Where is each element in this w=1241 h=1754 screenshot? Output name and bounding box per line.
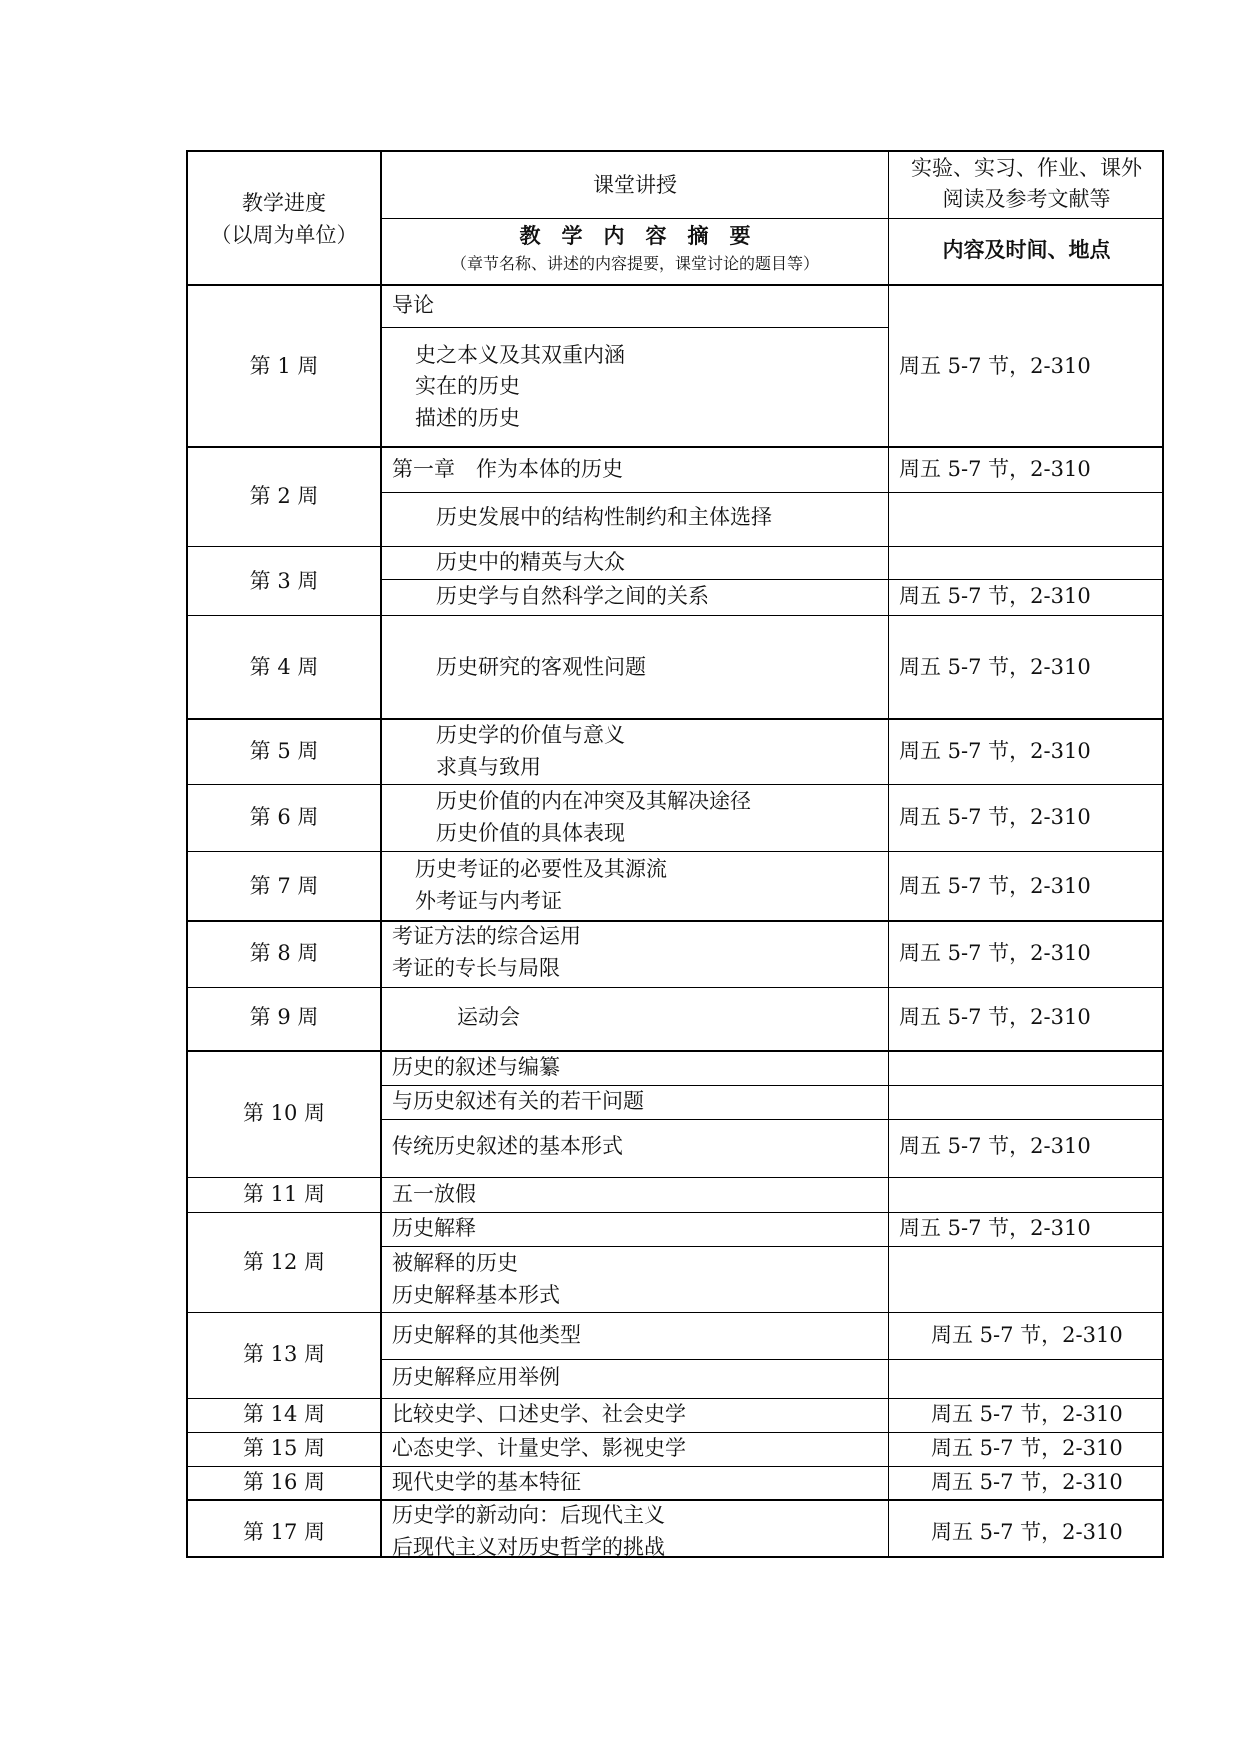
content-summary-note: （章节名称、讲述的内容提要，课堂讨论的题目等）	[450, 254, 819, 273]
lecture-topic: 现代史学的基本特征	[392, 1470, 581, 1494]
lecture-topic: 考证方法的综合运用	[392, 924, 581, 948]
row-divider	[188, 1212, 1164, 1213]
time-place-header: 内容及时间、地点	[942, 237, 1111, 262]
lecture-topic: 历史价值的内在冲突及其解决途径	[436, 789, 751, 813]
lecture-topic: 与历史叙述有关的若干问题	[392, 1089, 644, 1113]
session-time: 周五 5-7 节，2-310	[899, 655, 1091, 679]
lecture-topic: 导论	[392, 293, 434, 317]
week-label: 第 14 周	[242, 1402, 326, 1426]
week-label: 第 16 周	[242, 1470, 326, 1494]
row-divider	[188, 546, 1164, 547]
row-divider	[188, 284, 1164, 286]
session-time: 周五 5-7 节，2-310	[899, 1134, 1091, 1158]
lecture-topic: 历史解释基本形式	[392, 1283, 560, 1307]
lecture-topic: 历史发展中的结构性制约和主体选择	[436, 505, 772, 529]
row-divider	[188, 920, 1164, 922]
lecture-topic: 历史学的新动向：后现代主义	[392, 1503, 665, 1527]
week-header-line2: （以周为单位）	[210, 223, 358, 247]
session-time: 周五 5-7 节，2-310	[899, 1005, 1091, 1029]
lecture-topic: 历史解释应用举例	[392, 1365, 560, 1389]
lecture-topic: 历史学的价值与意义	[436, 723, 625, 747]
lecture-topic: 五一放假	[392, 1182, 476, 1206]
row-divider	[188, 1398, 1164, 1399]
session-time: 周五 5-7 节，2-310	[931, 1323, 1123, 1347]
lecture-topic: 心态史学、计量史学、影视史学	[392, 1436, 686, 1460]
lecture-topic: 后现代主义对历史哲学的挑战	[392, 1535, 665, 1559]
row-divider	[188, 1466, 1164, 1467]
session-time: 周五 5-7 节，2-310	[899, 457, 1091, 481]
session-time: 周五 5-7 节，2-310	[899, 805, 1091, 829]
row-divider	[380, 492, 1164, 493]
row-divider	[188, 851, 1164, 852]
activity-header-line2: 阅读及参考文献等	[942, 187, 1111, 211]
session-time: 周五 5-7 节，2-310	[899, 739, 1091, 763]
lecture-topic: 历史中的精英与大众	[436, 550, 625, 574]
session-time: 周五 5-7 节，2-310	[931, 1520, 1123, 1544]
session-time: 周五 5-7 节，2-310	[899, 941, 1091, 965]
row-divider	[380, 579, 1164, 580]
week-label: 第 6 周	[249, 805, 319, 829]
lecture-topic: 外考证与内考证	[415, 889, 562, 913]
week-label: 第 1 周	[249, 354, 319, 378]
row-divider	[188, 784, 1164, 785]
row-divider	[188, 987, 1164, 988]
week-label: 第 10 周	[242, 1101, 326, 1125]
lecture-topic: 运动会	[457, 1005, 520, 1029]
week-label: 第 17 周	[242, 1520, 326, 1544]
week-label: 第 15 周	[242, 1436, 326, 1460]
lecture-topic: 历史价值的具体表现	[436, 821, 625, 845]
session-time: 周五 5-7 节，2-310	[931, 1470, 1123, 1494]
week-label: 第 8 周	[249, 941, 319, 965]
week-label: 第 11 周	[242, 1182, 326, 1206]
lecture-topic: 历史考证的必要性及其源流	[415, 857, 667, 881]
lecture-topic: 历史解释的其他类型	[392, 1323, 581, 1347]
row-divider	[380, 1119, 1164, 1120]
row-divider	[188, 1177, 1164, 1178]
activity-header-line1: 实验、实习、作业、课外	[911, 156, 1142, 180]
row-divider	[380, 1085, 1164, 1086]
lecture-topic: 历史学与自然科学之间的关系	[436, 584, 709, 608]
session-time: 周五 5-7 节，2-310	[931, 1436, 1123, 1460]
row-divider	[380, 1246, 1164, 1247]
row-divider	[380, 1359, 1164, 1360]
lecture-topic: 求真与致用	[436, 755, 541, 779]
session-time: 周五 5-7 节，2-310	[899, 1216, 1091, 1240]
lecture-topic: 考证的专长与局限	[392, 956, 560, 980]
lecture-topic: 比较史学、口述史学、社会史学	[392, 1402, 686, 1426]
column-divider	[380, 152, 382, 1556]
lecture-topic: 历史研究的客观性问题	[436, 655, 646, 679]
lecture-topic: 第一章 作为本体的历史	[392, 457, 623, 481]
week-label: 第 12 周	[242, 1250, 326, 1274]
lecture-topic: 史之本义及其双重内涵	[415, 343, 625, 367]
content-summary-title: 教 学 内 容 摘 要	[519, 223, 751, 248]
week-label: 第 3 周	[249, 569, 319, 593]
week-label: 第 13 周	[242, 1342, 326, 1366]
row-divider	[188, 615, 1164, 616]
lecture-topic: 被解释的历史	[392, 1251, 518, 1275]
row-divider	[380, 327, 888, 328]
session-time: 周五 5-7 节，2-310	[899, 874, 1091, 898]
week-label: 第 9 周	[249, 1005, 319, 1029]
week-label: 第 7 周	[249, 874, 319, 898]
row-divider	[188, 1050, 1164, 1052]
lecture-topic: 传统历史叙述的基本形式	[392, 1134, 623, 1158]
row-divider	[188, 1432, 1164, 1433]
week-header-line1: 教学进度	[242, 191, 326, 215]
row-divider	[380, 218, 1164, 219]
week-label: 第 4 周	[249, 655, 319, 679]
lecture-topic: 历史的叙述与编纂	[392, 1055, 560, 1079]
lecture-topic: 历史解释	[392, 1216, 476, 1240]
row-divider	[188, 718, 1164, 720]
session-time: 周五 5-7 节，2-310	[899, 354, 1091, 378]
column-divider	[888, 152, 889, 1556]
row-divider	[188, 1312, 1164, 1313]
session-time: 周五 5-7 节，2-310	[931, 1402, 1123, 1426]
week-label: 第 2 周	[249, 484, 319, 508]
lecture-header: 课堂讲授	[593, 173, 677, 197]
lecture-topic: 描述的历史	[415, 406, 520, 430]
week-label: 第 5 周	[249, 739, 319, 763]
row-divider	[188, 446, 1164, 448]
session-time: 周五 5-7 节，2-310	[899, 584, 1091, 608]
schedule-table	[186, 150, 1164, 1558]
lecture-topic: 实在的历史	[415, 374, 520, 398]
row-divider	[188, 1499, 1164, 1501]
